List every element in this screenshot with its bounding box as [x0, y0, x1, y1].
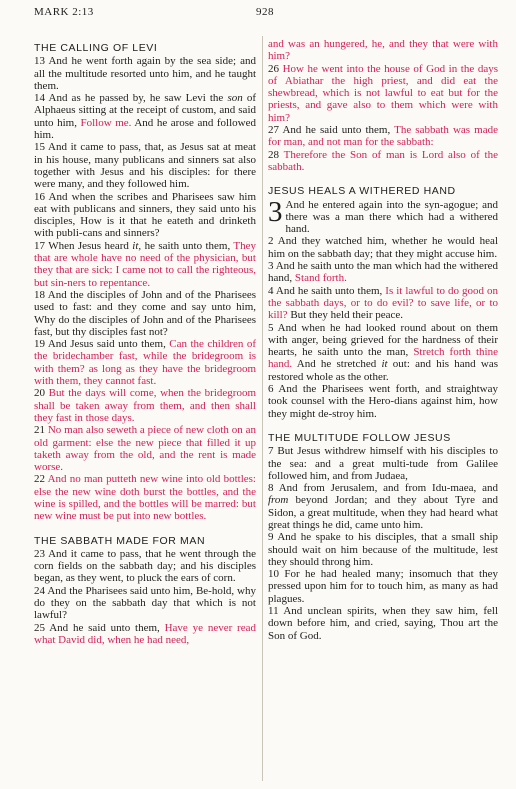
verse-16: 16 And when the scribes and Pharisees saw him eat with publicans and sinners, they said unto his disciples, How is it that he eateth and drinketh with publi-cans and sinners? — [34, 190, 256, 240]
words-of-jesus: Stretch forth thine hand. — [268, 346, 498, 371]
words-of-jesus: How he went into the house of God in the days of Abiathar the high priest, and did eat the shewbread, which is not lawful to eat but for the priests, and gave also to them which were with him? — [268, 62, 498, 124]
page-number: 928 — [256, 6, 274, 18]
words-of-jesus: Can the children of the bridechamber fast, while the bridegroom is with them? as long as they have the bridegroom with them, they cannot fast. — [34, 338, 256, 388]
section-heading-sabbath-made-for-man: THE SABBATH MADE FOR MAN — [34, 534, 206, 547]
right-column — [268, 38, 498, 642]
verse-14: 14 And as he passed by, he saw Levi the son of Alphaeus sitting at the receipt of custom, and said unto him, Follow me. And he arose and followed him. — [34, 92, 256, 142]
section-heading-calling-of-levi: THE CALLING OF LEVI — [34, 42, 158, 54]
section-heading-withered-hand: JESUS HEALS A WITHERED HAND — [268, 185, 456, 198]
verse-25-continued — [268, 38, 498, 63]
verse-3-11: 11 And unclean spirits, when they saw him, fell down before him, and cried, saying, Thou art the Son of God. — [268, 605, 498, 642]
words-of-jesus: Stand forth. — [294, 272, 347, 285]
words-of-jesus: They that are whole have no need of the physician, but they that are sick: I came not to call the righteous, but sin-ners to repentance. — [34, 239, 257, 289]
verse-3-8: 8 And from Jerusalem, and from Idu-maea, and from beyond Jordan; and they about Tyre and Sidon, a great multitude, when they had heard what great things he did, came unto him. — [268, 482, 498, 531]
verse-19: 19 And Jesus said unto them, Can the children of the bridechamber fast, while the bridegroom is with them? as long as they have the bridegroom with them, they cannot fast. — [34, 338, 256, 388]
left-column — [34, 38, 256, 646]
verse-26: 26 How he went into the house of God in the days of Abiathar the high priest, and did eat the shewbread, which is not lawful to eat but for the priests, and gave also to them which were with him? — [268, 62, 498, 124]
verse-18: 18 And the disciples of John and of the Pharisees used to fast: and they come and say unto him, Why do the disciples of John and of the Pharisees fast, but thy disciples fast not? — [34, 288, 256, 338]
verse-17: 17 When Jesus heard it, he saith unto them, They that are whole have no need of the physician, but they that are sick: I came not to call the righteous, but sin-ners to repentance. — [34, 239, 257, 289]
words-of-jesus: But the days will come, when the bridegroom shall be taken away from them, and then shall they fast in those days. — [34, 387, 256, 424]
words-of-jesus: And no man putteth new wine into old bottles: else the new wine doth burst the bottles, and the wine is spilled, and the bottles will be marred: but new wine must be put into new bottles. — [34, 473, 256, 523]
words-of-jesus: The sabbath was made for man, and not man for the sabbath: — [268, 124, 498, 149]
verse-13: 13 And he went forth again by the sea side; and all the multitude resorted unto him, and he taught them. — [34, 55, 256, 92]
verse-3-5: 5 And when he had looked round about on them with anger, being grieved for the hardness of their hearts, he saith unto the man, Stretch forth thine hand. And he stretched it out: and his hand was restored whole as the other. — [268, 321, 498, 383]
section-heading-multitude-follow: THE MULTITUDE FOLLOW JESUS — [268, 431, 451, 444]
words-of-jesus: No man also seweth a piece of new cloth on an old garment: else the new piece that filled it up taketh away from the old, and the rent is made worse. — [34, 424, 256, 474]
verse-3-3: 3 And he saith unto the man which had the withered hand, Stand forth. — [268, 260, 498, 285]
verse-28: 28 Therefore the Son of man is Lord also of the sabbath. — [268, 148, 498, 173]
words-of-jesus: Have ye never read what David did, when he had need, — [34, 621, 256, 646]
words-of-jesus: Therefore the Son of man is Lord also of the sabbath. — [268, 148, 498, 173]
verse-21: 21 No man also seweth a piece of new cloth on an old garment: else the new piece that filled it up taketh away from the old, and the rent is made worse. — [34, 424, 256, 474]
verse-24: 24 And the Pharisees said unto him, Be-hold, why do they on the sabbath day that which is not lawful? — [34, 584, 256, 622]
verse-3-9: 9 And he spake to his disciples, that a small ship should wait on him because of the multitude, lest they should throng him. — [268, 531, 498, 568]
chapter-number: 3 — [268, 195, 283, 228]
column-divider — [262, 36, 263, 781]
verse-3-7: 7 But Jesus withdrew himself with his disciples to the sea: and a great multi-tude from Galilee followed him, and from Judaea, — [268, 445, 498, 482]
words-of-jesus: Follow me. — [80, 116, 132, 129]
verse-3-2: 2 And they watched him, whether he would heal him on the sabbath day; that they might accuse him. — [268, 235, 498, 260]
verse-27: 27 And he said unto them, The sabbath was made for man, and not man for the sabbath: — [268, 124, 498, 149]
verse-3-1: 3 And he entered again into the syn-agogue; and there was a man there which had a withered hand. — [268, 195, 498, 236]
verse-3-6: 6 And the Pharisees went forth, and straightway took counsel with the Hero-dians against him, how they might de-stroy him. — [268, 383, 498, 420]
verse-3-4: 4 And he saith unto them, Is it lawful to do good on the sabbath days, or to do evil? to save life, or to kill? But they held their peace. — [268, 284, 499, 322]
verse-3-10: 10 For he had healed many; insomuch that they pressed upon him for to touch him, as many as had plagues. — [268, 568, 498, 605]
verse-22: 22 And no man putteth new wine into old bottles: else the new wine doth burst the bottles, and the wine is spilled, and the bottles will be marred: but new wine must be put into new bottles. — [34, 473, 256, 523]
verse-25: 25 And he said unto them, Have ye never read what David did, when he had need, — [34, 621, 256, 646]
words-of-jesus: Is it lawful to do good on the sabbath days, or to do evil? to save life, or to kill? — [268, 284, 499, 322]
running-header — [34, 6, 502, 24]
chapter-verse-reference: MARK 2:13 — [34, 6, 94, 18]
verse-20: 20 But the days will come, when the bridegroom shall be taken away from them, and then shall they fast in those days. — [34, 387, 256, 424]
words-of-jesus: and was an hungered, he, and they that were with him? — [268, 38, 498, 63]
verse-15: 15 And it came to pass, that, as Jesus sat at meat in his house, many publicans and sinners sat also together with Jesus and his disciples: for there were many, and they followed him. — [34, 141, 256, 191]
verse-23: 23 And it came to pass, that he went through the corn fields on the sabbath day; and his disciples began, as they went, to pluck the ears of corn. — [34, 547, 256, 585]
